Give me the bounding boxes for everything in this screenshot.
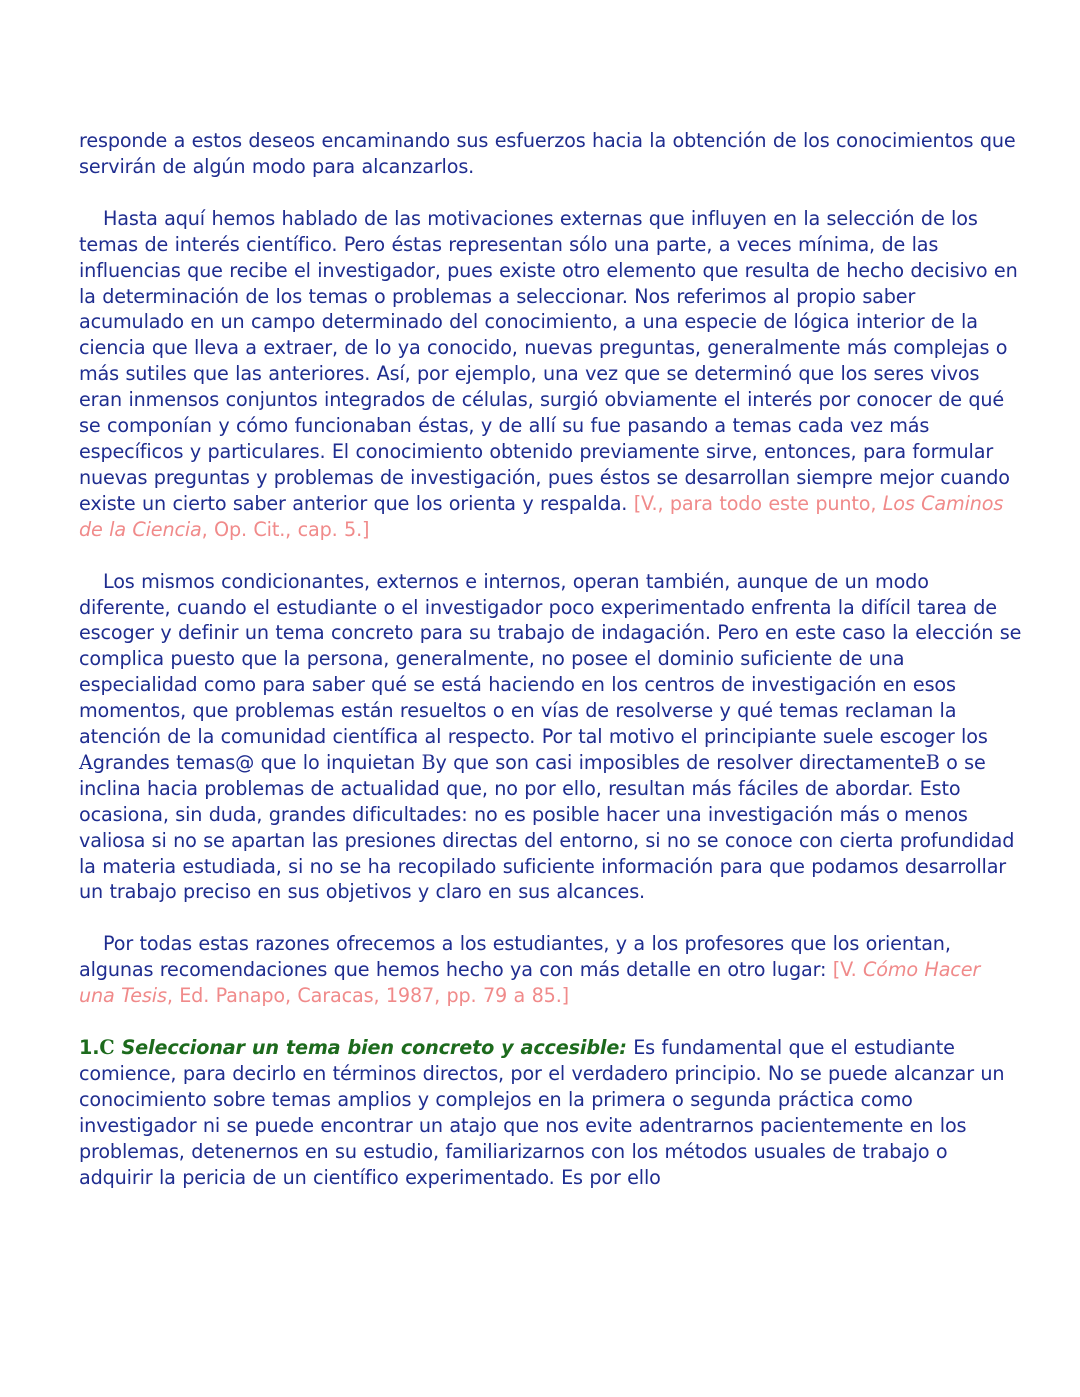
citation-suffix: , Ed. Panapo, Caracas, 1987, pp. 79 a 85.] xyxy=(166,984,569,1008)
section-number: 1. xyxy=(79,1036,100,1060)
paragraph-1 xyxy=(79,128,1022,180)
citation-title: Cómo Hacer una Tesis xyxy=(79,958,981,1008)
citation-title: Los Caminos de la Ciencia xyxy=(79,491,1004,541)
citation-prefix: [V., para todo este punto, xyxy=(633,491,883,515)
paragraph-3-text-a: Los mismos condicionantes, externos e internos, operan también, aunque de un modo diferente, cuando el estudiante o el investigador poco experimentado enfrenta la difícil tarea de escoger y definir un tema concreto para su trabajo de indagación. Pero en este caso la elección se complica puesto que la persona, generalmente, no posee el dominio suficiente de una especialidad como para saber qué se está haciendo en los centros de investigación en esos momentos, que problemas están resueltos o en vías de resolverse y qué temas reclaman la atención de la comunidad científica al respecto. Por tal motivo el principiante suele escoger los xyxy=(79,569,1022,749)
paragraph-5 xyxy=(79,1035,1022,1190)
citation-prefix: [V. xyxy=(832,958,863,982)
citation-suffix: , Op. Cit., cap. 5.] xyxy=(201,517,370,541)
paragraph-3-text-b: grandes temas xyxy=(92,750,236,774)
paragraph-2-text: Hasta aquí hemos hablado de las motivaciones externas que influyen en la selección de los temas de interés científico. Pero éstas representan sólo una parte, a veces mínima, de las influencias que recibe el investigador, pues existe otro elemento que resulta de hecho decisivo en la determinación de los temas o problemas a seleccionar. Nos referimos al propio saber acumulado en un campo determinado del conocimiento, a una especie de lógica interior de la ciencia que lleva a extraer, de lo ya conocido, nuevas preguntas, generalmente más complejas o más sutiles que las anteriores. Así, por ejemplo, una vez que se determinó que los seres vivos eran inmensos conjuntos integrados de células, surgió obviamente el interés por conocer de qué se componían y cómo funcionaban éstas, y de allí su fue pasando a temas cada vez más específicos y particulares. El conocimiento obtenido previamente sirve, entonces, para formular nuevas preguntas y problemas de investigación, pues éstos se desarrollan siempre mejor cuando existe un cierto saber anterior que los orienta y respalda. xyxy=(79,206,1018,515)
section-heading: Seleccionar un tema bien concreto y accesible: xyxy=(114,1036,627,1060)
paragraph-3 xyxy=(79,569,1022,906)
paragraph-1-text: responde a estos deseos encaminando sus esfuerzos hacia la obtención de los conocimientos que servirán de algún modo para alcanzarlos. xyxy=(79,129,1016,178)
paragraph-5-text: Es fundamental que el estudiante comience, para decirlo en términos directos, por el verdadero principio. No se puede alcanzar un conocimiento sobre temas amplios y complejos en la primera o segunda práctica como investigador ni se puede encontrar un atajo que nos evite adentrarnos pacientemente en los problemas, detenernos en su estudio, familiarizarnos con los métodos usuales de trabajo o adquirir la pericia de un científico experimentado. Es por ello xyxy=(79,1036,1005,1189)
quote-mark-open: A xyxy=(79,750,93,774)
paragraph-3-text-e: o se inclina hacia problemas de actualidad que, no por ello, resultan más fáciles de abordar. Esto ocasiona, sin duda, grandes dificultades: no es posible hacer una investigación más o menos valiosa si no se apartan las presiones directas del entorno, si no se conoce con cierta profundidad la materia estudiada, si no se ha recopilado suficiente información para que podamos desarrollar un trabajo preciso en sus objetivos y claro en sus alcances. xyxy=(79,750,1015,904)
dash-mark-close: B xyxy=(925,750,940,774)
paragraph-2 xyxy=(79,206,1022,543)
section-dash-mark: C xyxy=(99,1036,115,1060)
paragraph-4-text: Por todas estas razones ofrecemos a los estudiantes, y a los profesores que los orientan, algunas recomendaciones que hemos hecho ya con más detalle en otro lugar: xyxy=(79,932,951,982)
quote-mark-close: @ xyxy=(235,750,255,774)
paragraph-4 xyxy=(79,931,1022,1009)
paragraph-3-text-c: que lo inquietan xyxy=(254,750,422,774)
paragraph-3-text-d: y que son casi imposibles de resolver directamente xyxy=(435,750,926,774)
dash-mark-open: B xyxy=(421,750,436,774)
